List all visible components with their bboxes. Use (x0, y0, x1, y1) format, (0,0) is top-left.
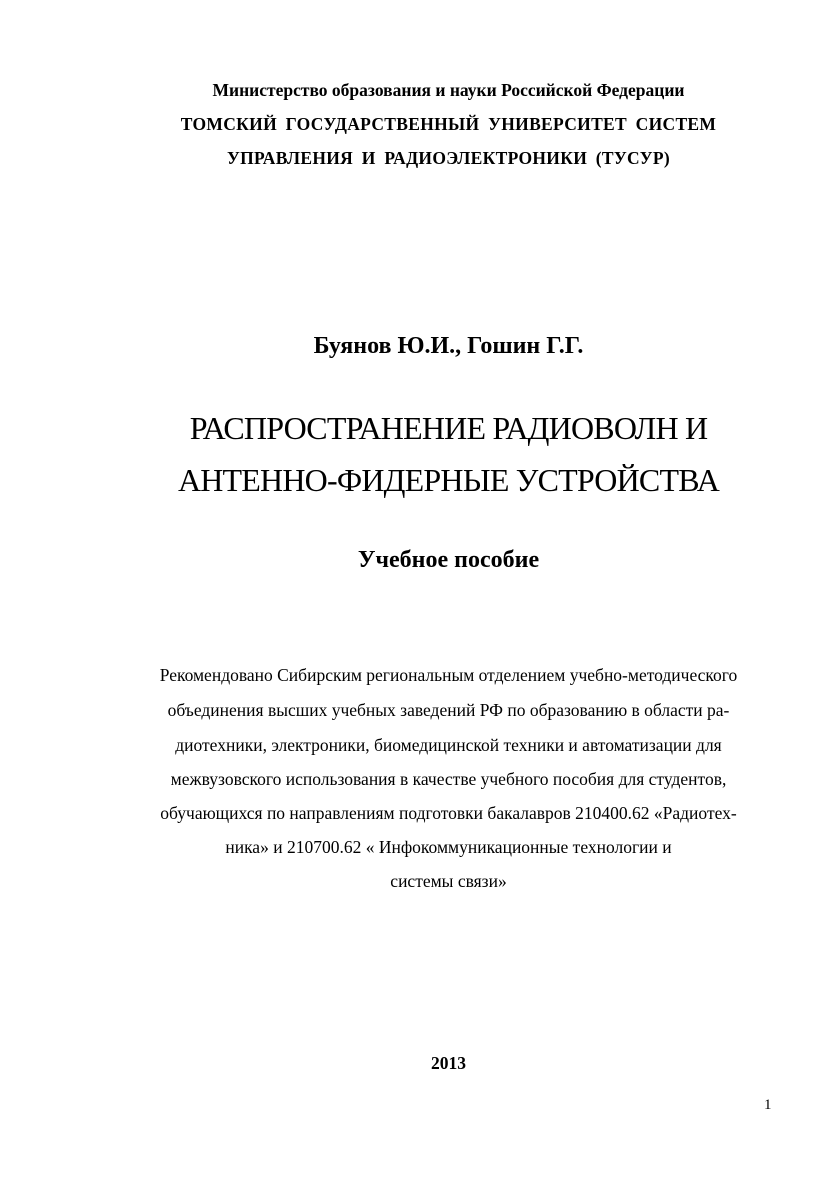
recommendation-line: межвузовского использования в качестве учебного пособия для студентов, (170, 769, 727, 789)
page-number: 1 (764, 1097, 772, 1113)
book-title-line-1: РАСПРОСТРАНЕНИЕ РАДИОВОЛН И (189, 410, 708, 446)
recommendation-line: обучающихся по направлениям подготовки бакалавров 210400.62 «Радиотех- (160, 803, 737, 823)
recommendation-line: ника» и 210700.62 « Инфокоммуникационные технологии и (225, 837, 672, 857)
recommendation-line: объединения высших учебных заведений РФ по образованию в области ра- (167, 700, 730, 720)
university-name-line-1: ТОМСКИЙ ГОСУДАРСТВЕННЫЙ УНИВЕРСИТЕТ СИСТЕМ (180, 114, 717, 134)
university-name-line-2: УПРАВЛЕНИЯ И РАДИОЭЛЕКТРОНИКИ (ТУСУР) (227, 148, 670, 168)
recommendation-line: системы связи» (390, 871, 507, 891)
book-subtitle: Учебное пособие (357, 547, 540, 573)
ministry-name: Министерство образования и науки Российской Федерации (212, 80, 685, 100)
book-title-line-2: АНТЕННО-ФИДЕРНЫЕ УСТРОЙСТВА (177, 462, 720, 498)
publication-year: 2013 (431, 1053, 466, 1073)
authors: Буянов Ю.И., Гошин Г.Г. (313, 333, 584, 359)
recommendation-line: диотехники, электроники, биомедицинской техники и автоматизации для (175, 735, 722, 755)
recommendation-line: Рекомендовано Сибирским региональным отделением учебно-методического (159, 665, 738, 685)
